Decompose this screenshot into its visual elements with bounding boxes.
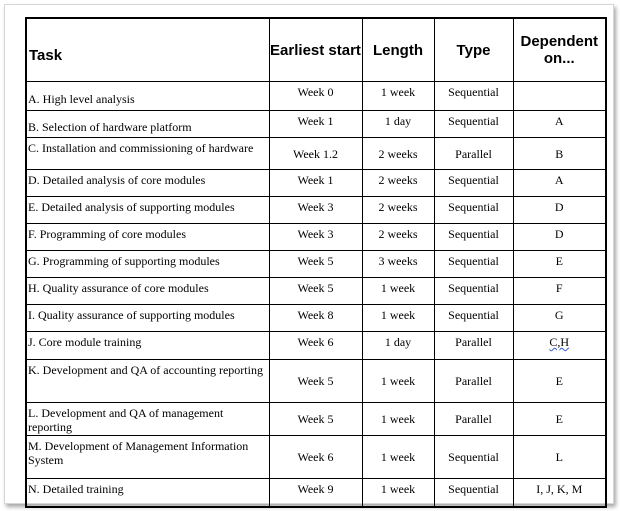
task-cell: F. Programming of core modules: [26, 224, 269, 251]
type-cell: Sequential: [434, 82, 513, 111]
start-cell: Week 0: [269, 82, 362, 111]
dependent-cell: I, J, K, M: [513, 479, 606, 507]
table-row: [26, 305, 606, 332]
task-table: [25, 17, 607, 508]
task-cell: L. Development and QA of management reporting: [26, 403, 269, 436]
type-cell: Parallel: [434, 403, 513, 436]
length-cell: 2 weeks: [362, 197, 434, 224]
length-cell: 1 week: [362, 305, 434, 332]
length-cell: 1 week: [362, 82, 434, 111]
dependent-cell: D: [513, 197, 606, 224]
task-cell: C. Installation and commissioning of hardware: [26, 138, 269, 170]
length-cell: 1 week: [362, 436, 434, 479]
length-cell: 1 week: [362, 479, 434, 507]
table-row: [26, 360, 606, 403]
length-cell: 2 weeks: [362, 138, 434, 170]
dependent-cell: L: [513, 436, 606, 479]
table-row: [26, 170, 606, 197]
task-cell: M. Development of Management Information System: [26, 436, 269, 479]
dependent-cell: F: [513, 278, 606, 305]
start-cell: Week 1: [269, 170, 362, 197]
start-cell: Week 5: [269, 251, 362, 278]
dependent-cell: E: [513, 360, 606, 403]
task-cell: I. Quality assurance of supporting modules: [26, 305, 269, 332]
task-cell: B. Selection of hardware platform: [26, 111, 269, 138]
length-cell: 1 week: [362, 278, 434, 305]
dependent-cell: G: [513, 305, 606, 332]
start-cell: Week 6: [269, 436, 362, 479]
dependent-cell: B: [513, 138, 606, 170]
dependent-value: C,H: [549, 335, 570, 349]
start-cell: Week 3: [269, 197, 362, 224]
length-cell: 2 weeks: [362, 170, 434, 197]
dependent-cell: E: [513, 403, 606, 436]
type-cell: Parallel: [434, 332, 513, 360]
type-cell: Sequential: [434, 111, 513, 138]
header-earliest-start: Earliest start: [269, 18, 362, 82]
dependent-cell: E: [513, 251, 606, 278]
dependent-cell: A: [513, 111, 606, 138]
length-cell: 1 day: [362, 111, 434, 138]
task-cell: G. Programming of supporting modules: [26, 251, 269, 278]
table-row: [26, 197, 606, 224]
start-cell: Week 1: [269, 111, 362, 138]
table-row: [26, 479, 606, 507]
table-row: [26, 278, 606, 305]
table-row: [26, 82, 606, 111]
start-cell: Week 9: [269, 479, 362, 507]
type-cell: Sequential: [434, 224, 513, 251]
task-cell: J. Core module training: [26, 332, 269, 360]
start-cell: Week 5: [269, 403, 362, 436]
type-cell: Sequential: [434, 197, 513, 224]
table-row: [26, 403, 606, 436]
document-frame: [4, 4, 614, 504]
table-row: [26, 436, 606, 479]
type-cell: Sequential: [434, 305, 513, 332]
dependent-cell: [513, 332, 606, 360]
length-cell: 3 weeks: [362, 251, 434, 278]
start-cell: Week 6: [269, 332, 362, 360]
start-cell: Week 8: [269, 305, 362, 332]
header-length: Length: [362, 18, 434, 82]
header-dependent-on: Dependent on...: [513, 18, 606, 82]
dependent-cell: A: [513, 170, 606, 197]
table-row: [26, 111, 606, 138]
length-cell: 1 day: [362, 332, 434, 360]
table-row: [26, 332, 606, 360]
dependent-cell: [513, 82, 606, 111]
table-row: [26, 224, 606, 251]
header-row: [26, 18, 606, 82]
start-cell: Week 1.2: [269, 138, 362, 170]
start-cell: Week 5: [269, 278, 362, 305]
task-cell: A. High level analysis: [26, 82, 269, 111]
type-cell: Sequential: [434, 251, 513, 278]
length-cell: 2 weeks: [362, 224, 434, 251]
type-cell: Sequential: [434, 479, 513, 507]
task-cell: K. Development and QA of accounting reporting: [26, 360, 269, 403]
task-cell: H. Quality assurance of core modules: [26, 278, 269, 305]
dependent-cell: D: [513, 224, 606, 251]
type-cell: Sequential: [434, 278, 513, 305]
table-row: [26, 251, 606, 278]
header-type: Type: [434, 18, 513, 82]
task-cell: D. Detailed analysis of core modules: [26, 170, 269, 197]
type-cell: Sequential: [434, 170, 513, 197]
header-task: Task: [26, 18, 269, 82]
length-cell: 1 week: [362, 360, 434, 403]
length-cell: 1 week: [362, 403, 434, 436]
start-cell: Week 5: [269, 360, 362, 403]
task-cell: E. Detailed analysis of supporting modules: [26, 197, 269, 224]
start-cell: Week 3: [269, 224, 362, 251]
type-cell: Parallel: [434, 360, 513, 403]
type-cell: Parallel: [434, 138, 513, 170]
task-cell: N. Detailed training: [26, 479, 269, 507]
table-row: [26, 138, 606, 170]
type-cell: Sequential: [434, 436, 513, 479]
